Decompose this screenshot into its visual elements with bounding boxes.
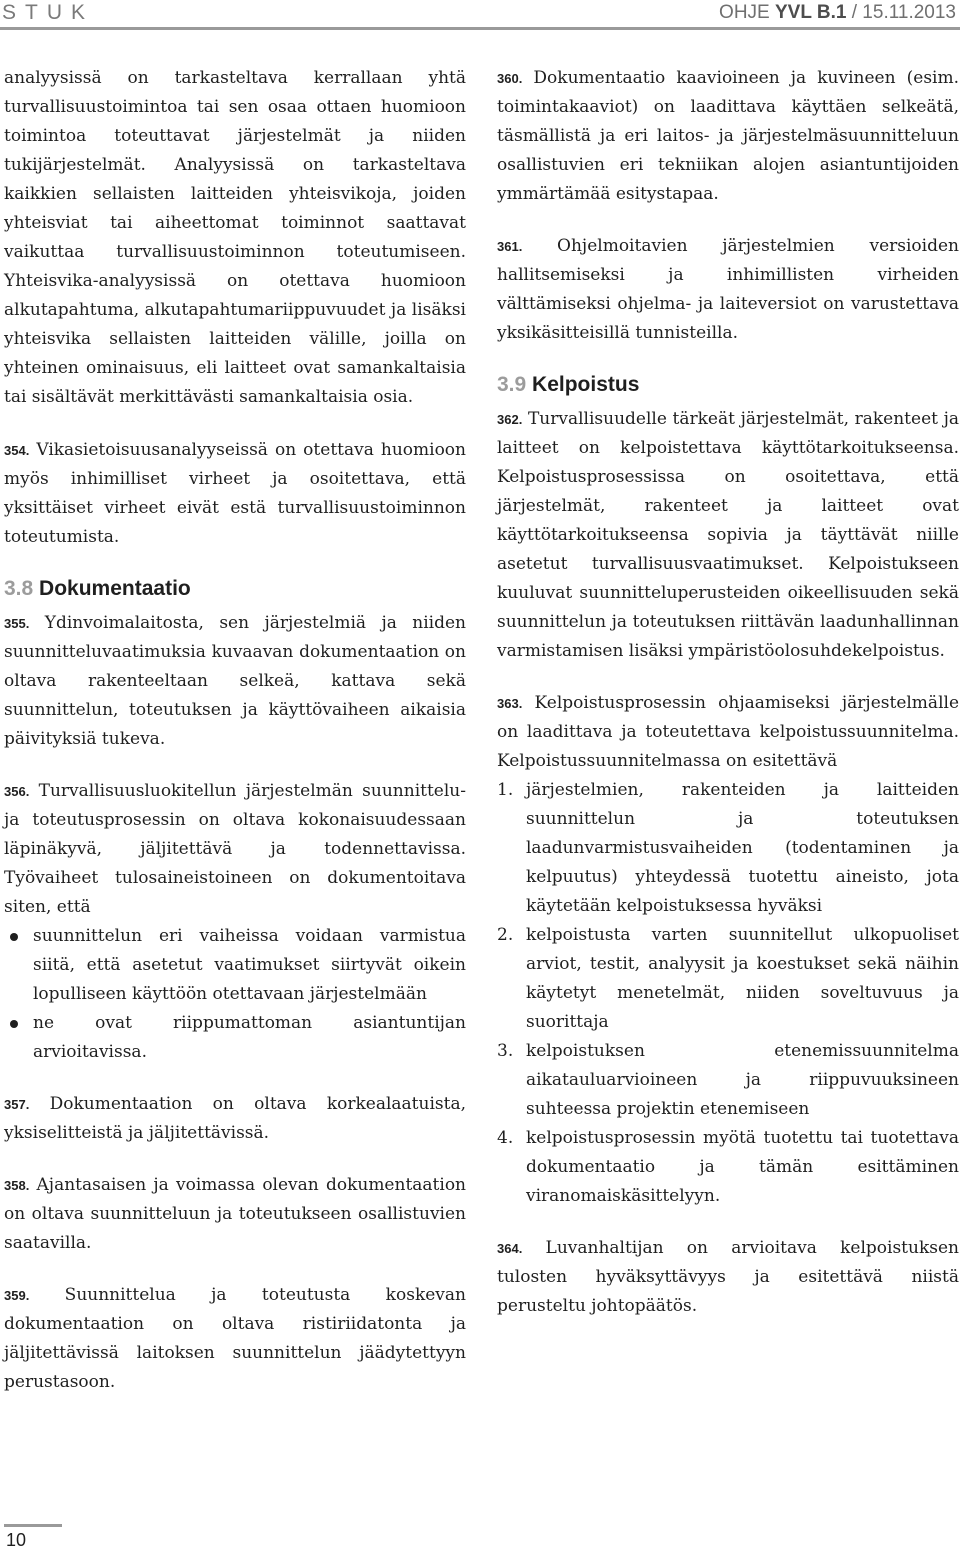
- paragraph-358: [4, 1171, 466, 1258]
- paragraph-number: 358.: [4, 1178, 30, 1193]
- paragraph-number: 364.: [497, 1241, 523, 1256]
- header-rule: [0, 27, 960, 30]
- paragraph-number: 356.: [4, 784, 30, 799]
- section-number: 3.8: [4, 577, 34, 600]
- page-header: [0, 0, 960, 26]
- list-item-text: ne ovat riippumattoman asiantuntijan arvioitavissa.: [33, 1013, 466, 1062]
- section-title: Kelpoistus: [532, 373, 640, 396]
- guide-code: YVL B.1: [775, 2, 847, 23]
- paragraph-text: Luvanhaltijan on arvioitava kelpoistuksen tulosten hyväksyttävyys ja esitettävä niistä perusteltu johtopäätös.: [497, 1238, 959, 1316]
- bullet-icon: [10, 933, 18, 941]
- numbered-list: [497, 776, 959, 1211]
- paragraph-360: [497, 64, 959, 209]
- list-item-text: kelpoistusta varten suunnitellut ulkopuoliset arviot, testit, analyysit ja koestukset sekä näihin käytetyt menetelmät, niiden soveltuvuus ja suorittaja: [526, 925, 959, 1032]
- paragraph-number: 354.: [4, 443, 30, 458]
- left-column: [4, 64, 466, 1420]
- list-item-number: 3.: [497, 1041, 514, 1061]
- paragraph-357: [4, 1090, 466, 1148]
- paragraph-354: [4, 436, 466, 552]
- paragraph-text: Suunnittelua ja toteutusta koskevan dokumentaation on oltava ristiriidatonta ja jäljitettävissä laitoksen suunnittelun jäädytettyyn perustasoon.: [4, 1285, 466, 1392]
- publisher-name: STUK: [2, 1, 95, 24]
- paragraph-number: 362.: [497, 412, 523, 427]
- guide-prefix: OHJE: [719, 2, 775, 23]
- list-item-text: järjestelmien, rakenteiden ja laitteiden suunnittelun ja toteutuksen laadunvarmistusvaiheiden (todentaminen ja kelpuutus) yhteydessä tuotettu aineisto, jota käytetään kelpoistuksessa hyväksi: [526, 780, 959, 916]
- list-item-text: kelpoistuksen etenemissuunnitelma aikatauluarvioineen ja riippuvuuksineen suhteessa projektin etenemiseen: [526, 1041, 959, 1119]
- bullet-icon: [10, 1020, 18, 1028]
- paragraph-number: 361.: [497, 239, 523, 254]
- intro-paragraph: analyysissä on tarkasteltava kerrallaan yhtä turvallisuustoimintoa tai sen osaa ottaen huomioon toimintoa toteuttavat järjestelmät ja niiden tukijärjestelmät. Analyysissä on tarkasteltava kaikkien sellaisten laitteiden yhteisvikoja, joiden yhteisviat tai aiheettomat toiminnot saattavat vaikuttaa turvallisuustoiminnon toteutumiseen. Yhteisvika-analyysissä on otettava huomioon alkutapahtuma, alkutapahtumariippuvuudet ja lisäksi yhteisvika sellaisten laitteiden välille, joilla on yhteinen ominaisuus, eli laitteet ovat samankaltaisia tai sisältävät merkittävästi samankaltaisia osia.: [4, 68, 466, 407]
- list-item-number: 2.: [497, 925, 514, 945]
- paragraph-text: Vikasietoisuusanalyyseissä on otettava huomioon myös inhimilliset virheet ja osoitettava, että yksittäiset virheet eivät estä turvallisuustoiminnon toteutumista.: [4, 440, 466, 547]
- paragraph-number: 357.: [4, 1097, 30, 1112]
- paragraph-363: [497, 689, 959, 776]
- section-heading-3-8: [4, 575, 466, 603]
- section-heading-3-9: [497, 371, 959, 399]
- list-item-number: 1.: [497, 780, 514, 800]
- paragraph-text: Turvallisuudelle tärkeät järjestelmät, rakenteet ja laitteet on kelpoistettava käyttötarkoitukseensa. Kelpoistusprosessissa on osoitettava, että järjestelmät, rakenteet ja laitteet ovat käyttötarkoitukseensa sopivia ja täyttävät niille asetetut turvallisuusvaatimukset. Kelpoistukseen kuuluvat suunnitteluperusteiden oikeellisuuden sekä suunnittelun ja toteutuksen riittävän laadunhallinnan varmistamisen lisäksi ympäristöolosuhdekelpoistus.: [497, 409, 959, 661]
- paragraph-number: 363.: [497, 696, 523, 711]
- paragraph-364: [497, 1234, 959, 1321]
- list-item: [4, 1009, 466, 1067]
- guide-reference: [719, 2, 956, 24]
- paragraph-text: Dokumentaatio kaavioineen ja kuvineen (esim. toimintakaaviot) on laadittava käyttäen selkeätä, täsmällistä ja eri laitos- ja järjestelmäsuunnitteluun osallistuvien eri tekniikan alojen asiantuntijoiden ymmärtämää esitystapaa.: [497, 68, 959, 204]
- list-item-text: kelpoistusprosessin myötä tuotettu tai tuotettava dokumentaatio ja tämän esittäminen viranomaiskäsittelyyn.: [526, 1128, 959, 1206]
- paragraph-text: Dokumentaation on oltava korkealaatuista, yksiselitteistä ja jäljitettävissä.: [4, 1094, 466, 1143]
- list-item-text: suunnittelun eri vaiheissa voidaan varmistua siitä, että asetetut vaatimukset siirtyvät oikein lopulliseen käyttöön otettavaan järjestelmään: [33, 926, 466, 1004]
- list-item: [497, 1037, 959, 1124]
- paragraph-number: 355.: [4, 616, 30, 631]
- list-item-number: 4.: [497, 1128, 514, 1148]
- paragraph-356: [4, 777, 466, 922]
- list-item: [497, 776, 959, 921]
- paragraph-text: Kelpoistusprosessin ohjaamiseksi järjestelmälle on laadittava ja toteutettava kelpoistussuunnitelma. Kelpoistussuunnitelmassa on esitettävä: [497, 693, 959, 771]
- paragraph-361: [497, 232, 959, 348]
- paragraph-number: 360.: [497, 71, 523, 86]
- paragraph-text: Ydinvoimalaitosta, sen järjestelmiä ja niiden suunnitteluvaatimuksia kuvaavan dokumentaation on oltava rakenteeltaan selkeä, kattava sekä suunnittelun, toteutuksen ja käyttövaiheen aikaisia päivityksiä tukeva.: [4, 613, 466, 749]
- list-item: [4, 922, 466, 1009]
- paragraph-362: [497, 405, 959, 666]
- list-item: [497, 1124, 959, 1211]
- section-title: Dokumentaatio: [39, 577, 191, 600]
- list-item: [497, 921, 959, 1037]
- paragraph-text: Ohjelmoitavien järjestelmien versioiden hallitsemiseksi ja inhimillisten virheiden välttämiseksi ohjelma- ja laiteversiot on varustettava yksikäsitteisillä tunnisteilla.: [497, 236, 959, 343]
- paragraph-number: 359.: [4, 1288, 30, 1303]
- paragraph-359: [4, 1281, 466, 1397]
- bullet-list: [4, 922, 466, 1067]
- footer-rule: [4, 1524, 62, 1527]
- paragraph-355: [4, 609, 466, 754]
- page-number: 10: [6, 1530, 27, 1550]
- paragraph-text: Ajantasaisen ja voimassa olevan dokumentaation on oltava suunnitteluun ja toteutukseen osallistuvien saatavilla.: [4, 1175, 466, 1253]
- section-number: 3.9: [497, 373, 527, 396]
- guide-date: / 15.11.2013: [846, 2, 956, 23]
- paragraph-text: Turvallisuusluokitellun järjestelmän suunnittelu- ja toteutusprosessin on oltava kokonaisuudessaan läpinäkyvä, jäljitettävä ja todennettavissa. Työvaiheet tulosaineistoineen on dokumentoitava siten, että: [4, 781, 466, 917]
- right-column: [497, 64, 959, 1344]
